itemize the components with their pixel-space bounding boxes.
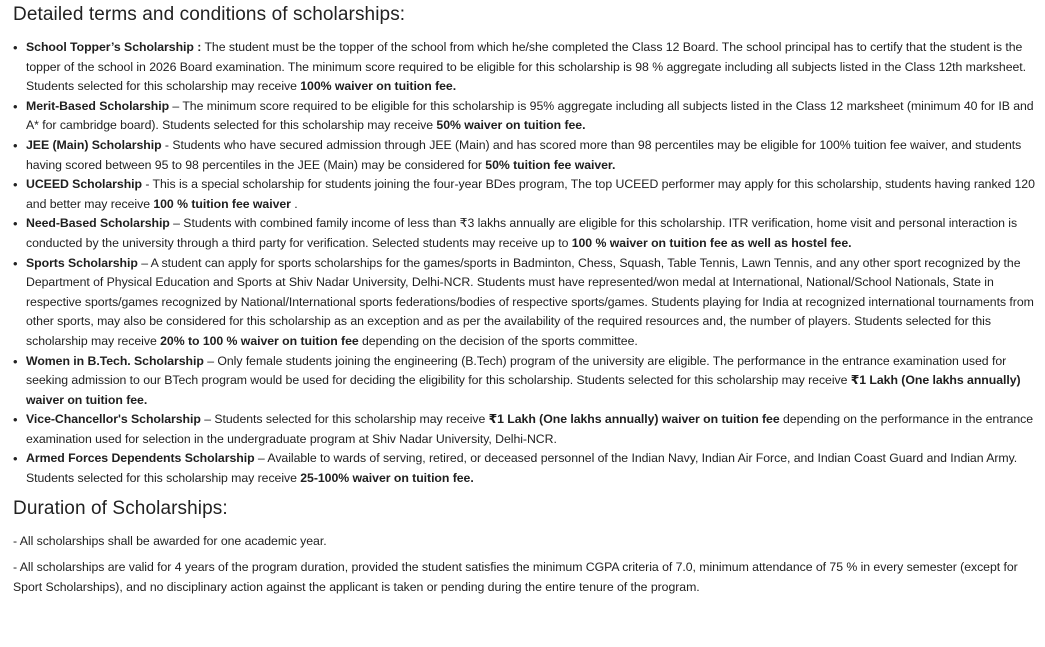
list-item-armed-forces — [13, 449, 1035, 488]
item-highlight: 50% waiver on tuition fee. — [436, 118, 586, 133]
list-item-school-topper — [13, 38, 1035, 97]
list-item-need-based — [13, 214, 1035, 253]
item-text: – Only female students joining the engineering (B.Tech) program of the university are eligible. The performance in the entrance examination used for seeking admission to our BTech program would be used for deciding the eligibility for this scholarship. Students selected for this scholarship may receive — [26, 353, 1007, 388]
item-title: Need-Based Scholarship — [26, 216, 170, 231]
duration-point: - All scholarships shall be awarded for one academic year. — [13, 533, 327, 548]
item-highlight: ₹1 Lakh (One lakhs annually) waiver on tuition fee — [488, 412, 780, 427]
item-text: - This is a special scholarship for students joining the four-year BDes program, The top UCEED performer may apply for this scholarship, students having ranked 120 and better may receive — [26, 177, 1035, 211]
item-text: – The minimum score required to be eligible for this scholarship is 95% aggregate including all subjects listed in the Class 12 marksheet (minimum 40 for IB and A* for cambridge board). Students selected for this scholarship may receive — [26, 98, 1034, 133]
list-item-vice-chancellor — [13, 410, 1035, 449]
item-title: Vice-Chancellor's Scholarship — [26, 412, 201, 427]
item-title: UCEED Scholarship — [26, 177, 142, 192]
item-text: – Students with combined family income of less than ₹3 lakhs annually are eligible for this scholarship. ITR verification, home visit and personal interaction is conducted by the university through a third party for verification. Selected students may receive up to — [26, 216, 1018, 250]
item-tail: depending on the performance in the entrance examination used for selection in the undergraduate program at Shiv Nadar University, Delhi-NCR. — [26, 412, 1034, 446]
item-tail: depending on the decision of the sports committee. — [358, 333, 638, 348]
item-title: Armed Forces Dependents Scholarship — [26, 451, 255, 466]
duration-point: - All scholarships are valid for 4 years of the program duration, provided the student satisfies the minimum CGPA criteria of 7.0, minimum attendance of 75 % in every semester (except for Sport Scholarships), and no disciplinary action against the applicant is taken or pending during the entire tenure of the program. — [13, 560, 1018, 594]
list-item-uceed — [13, 175, 1035, 214]
item-highlight: 100% waiver on tuition fee. — [300, 79, 457, 94]
item-title: JEE (Main) Scholarship — [26, 137, 162, 152]
item-title: Sports Scholarship — [26, 255, 138, 270]
item-highlight: 20% to 100 % waiver on tuition fee — [160, 333, 359, 348]
item-highlight: 50% tuition fee waiver. — [485, 157, 616, 172]
item-title: School Topper’s Scholarship : — [26, 40, 202, 54]
item-text: The student must be the topper of the school from which he/she completed the Class 12 Board. The school principal has to certify that the student is the topper of the school in 2026 Board examination. The minimum score required to be eligible for this scholarship is 98 % aggregate including all subjects listed in the Class 12th marksheet. Students selected for this scholarship may receive — [26, 40, 1027, 94]
terms-heading: Detailed terms and conditions of scholarships: — [13, 4, 406, 25]
list-item-merit — [13, 97, 1035, 136]
item-text: – A student can apply for sports scholarships for the games/sports in Badminton, Chess, Squash, Table Tennis, Lawn Tennis, and any other sport recognized by the Department of Physical Education and Sports at Shiv Nadar University, Delhi-NCR. Students must have represented/won medal at International, National/School Nationals, State in respective sports/games recognized by National/International sports federations/bodies of respective sports/games. Students playing for India at recognized international tournaments from other sports, may also be considered for this scholarship as an exception and as per the availability of the required resources and, the number of players. Students selected for this scholarship may receive — [26, 255, 1034, 348]
item-highlight: 100 % waiver on tuition fee as well as hostel fee. — [571, 235, 852, 250]
list-item-sports — [13, 254, 1035, 352]
list-item-women-btech — [13, 352, 1035, 411]
duration-heading: Duration of Scholarships: — [13, 497, 228, 519]
list-item-jee — [13, 136, 1035, 175]
item-text: – Students selected for this scholarship may receive — [200, 412, 489, 427]
item-title: Women in B.Tech. Scholarship — [26, 353, 204, 368]
scholarship-list — [13, 38, 1035, 489]
item-title: Merit-Based Scholarship — [26, 98, 170, 113]
item-highlight: 100 % tuition fee waiver — [153, 196, 291, 211]
item-highlight: 25-100% waiver on tuition fee. — [300, 471, 474, 486]
item-text: – Available to wards of serving, retired, or deceased personnel of the Indian Navy, Indian Air Force, and Indian Coast Guard and Indian Army. Students selected for this scholarship may receive — [26, 451, 1018, 486]
item-tail: . — [290, 196, 298, 211]
item-text: - Students who have secured admission through JEE (Main) and has scored more than 98 percentiles may be eligible for 100% tuition fee waiver, and students having scored between 95 to 98 percentiles in the JEE (Main) may be considered for — [26, 137, 1022, 172]
item-highlight: ₹1 Lakh (One lakhs annually) waiver on tuition fee. — [26, 373, 1021, 407]
